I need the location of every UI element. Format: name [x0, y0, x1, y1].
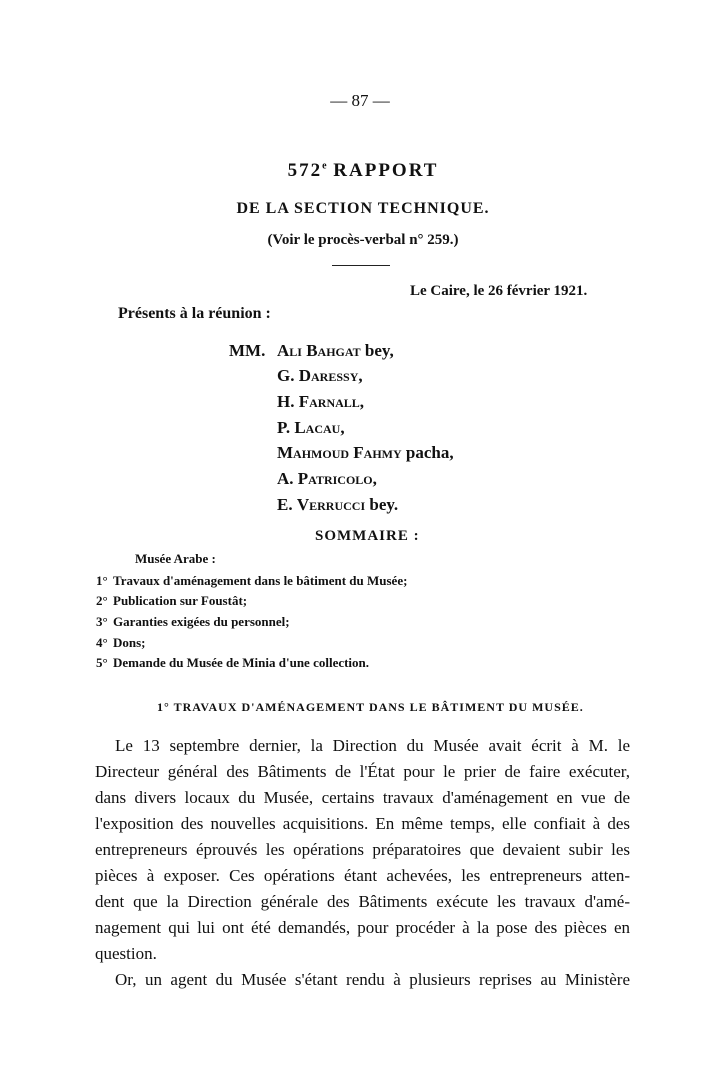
place-date: Le Caire, le 26 février 1921. — [410, 283, 588, 299]
body-paragraph: Or, un agent du Musée s'étant rendu à plusieurs reprises au Ministère — [115, 970, 630, 989]
attendee: G. Daressy, — [277, 366, 363, 385]
summary-item: 4° Dons; — [96, 635, 146, 650]
attendee: Mahmoud Fahmy pacha, — [277, 443, 454, 462]
report-title — [0, 160, 720, 182]
summary-section-label: Musée Arabe : — [135, 551, 216, 566]
report-word: RAPPORT — [333, 160, 439, 181]
attendee: A. Patricolo, — [277, 469, 377, 488]
attendee: P. Lacau, — [277, 418, 345, 437]
summary-item: 1° Travaux d'aménagement dans le bâtiment du Musée; — [96, 573, 408, 588]
attendance-label: Présents à la réunion : — [118, 305, 271, 322]
summary-item: 2° Publication sur Foustât; — [96, 593, 248, 608]
report-number: 572 — [287, 160, 323, 181]
section-heading: 1° TRAVAUX D'AMÉNAGEMENT DANS LE BÂTIMENT DU MUSÉE. — [157, 700, 584, 714]
summary-item: 3° Garanties exigées du personnel; — [96, 614, 290, 629]
minutes-reference: (Voir le procès-verbal n° 259.) — [267, 232, 459, 248]
summary-heading: SOMMAIRE : — [315, 528, 420, 544]
attendee: H. Farnall, — [277, 392, 365, 411]
attendance-prefix: MM. — [229, 341, 266, 360]
separator-rule — [332, 265, 390, 266]
attendee: Ali Bahgat bey, — [277, 341, 394, 360]
report-subtitle: DE LA SECTION TECHNIQUE. — [236, 200, 490, 217]
attendee: E. Verrucci bey. — [277, 495, 399, 514]
page-number: — 87 — — [330, 91, 390, 110]
body-paragraph: Le 13 septembre dernier, la Direction du Musée avait écrit à M. le Directeur général des Bâtiments de l'État pour le prier de faire exécuter, dans divers locaux du Musée, certains travaux d'aménagement en vue de l'exposition des nouvelles acquisitions. En même temps, elle confiait à des entrepreneurs éprouvés les opérations préparatoires que devaient subir les pièces à exposer. Ces opérations étant achevées, les entrepreneurs atten- dent que la Direction générale des Bâtiments exécute les travaux d'amé- nagement qui lui ont été demandés, pour procéder à la pose des pièces en question. — [95, 736, 630, 963]
report-number-suffix: e — [322, 160, 327, 172]
summary-item: 5° Demande du Musée de Minia d'une collection. — [96, 655, 370, 670]
